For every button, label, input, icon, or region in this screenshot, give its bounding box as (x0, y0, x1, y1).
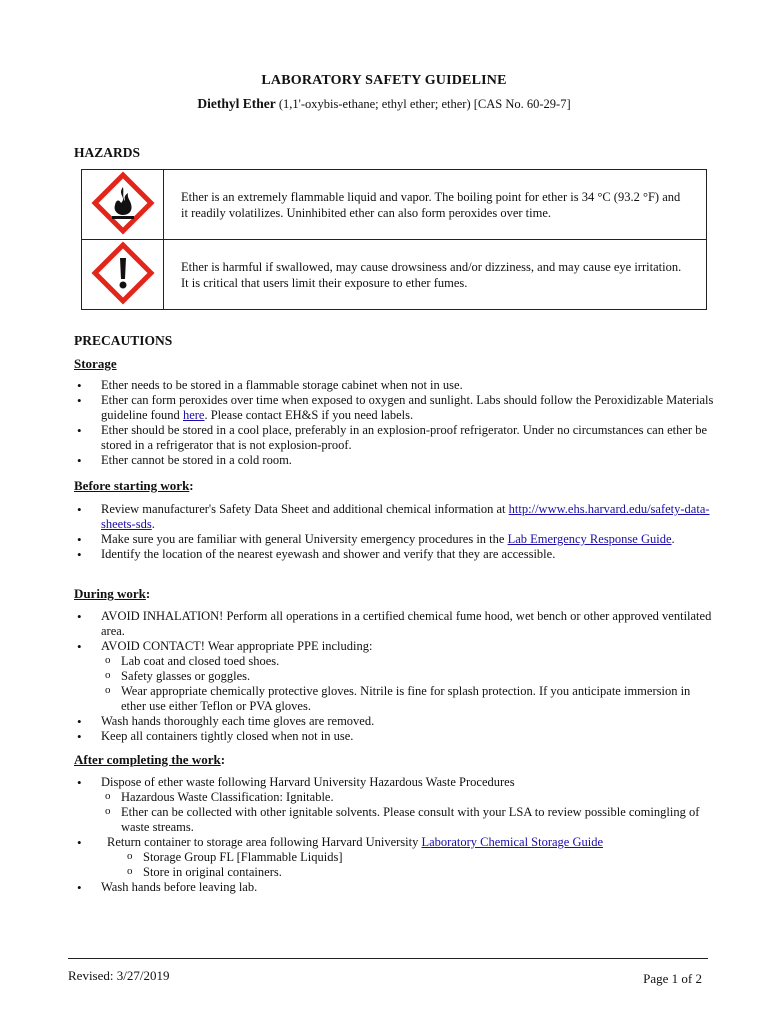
list-item: • AVOID INHALATION! Perform all operations in a certified chemical fume hood, wet bench or other approved ventilated area. (74, 609, 714, 639)
after-work-heading (74, 752, 225, 767)
list-item (74, 502, 714, 532)
list-item-text: Dispose of ether waste following Harvard University Hazardous Waste Procedures (101, 775, 515, 789)
after-work-heading-text: After completing the work (74, 752, 221, 767)
sublist-item: o Store in original containers. (123, 865, 714, 880)
storage-sublist (123, 850, 714, 880)
list-item (74, 393, 714, 423)
precautions-heading: PRECAUTIONS (74, 333, 173, 348)
storage-list (74, 378, 714, 468)
revised-date: Revised: 3/27/2019 (68, 968, 170, 983)
page-number: Page 1 of 2 (643, 971, 702, 986)
exclamation-pictogram-icon (91, 294, 155, 308)
list-item: • Ether should be stored in a cool place, preferably in an explosion-proof refrigerator. Under no circumstances can ether be stored in a refrigerator that is not explosion-proof. (74, 423, 714, 453)
hazard-text: Ether is harmful if swallowed, may cause drowsiness and/or dizziness, and may cause eye irritation. It is critical that users limit their exposure to ether fumes. (164, 240, 707, 310)
heading-colon: : (189, 478, 194, 493)
heading-colon: : (145, 586, 151, 601)
list-item (74, 639, 714, 714)
sublist-item: o Safety glasses or goggles. (101, 669, 714, 684)
ppe-sublist (101, 654, 714, 714)
flame-pictogram-icon (91, 224, 155, 238)
list-item-text: . (671, 532, 675, 546)
during-work-heading-text: During work (74, 586, 146, 601)
footer-divider (68, 958, 708, 959)
list-item-text: Make sure you are familiar with general University emergency procedures in the (101, 532, 508, 546)
chemical-storage-guide-link[interactable]: Laboratory Chemical Storage Guide (421, 835, 604, 849)
before-work-heading (74, 478, 194, 493)
before-work-list (74, 502, 714, 562)
list-item-text: . Please contact EH&S if you need labels. (204, 408, 414, 422)
during-work-heading (74, 586, 150, 601)
list-item: • Wash hands before leaving lab. (74, 880, 714, 895)
heading-colon: : (220, 752, 226, 767)
hazard-text: Ether is an extremely flammable liquid and vapor. The boiling point for ether is 34 °C (93.2 °F) and it readily volatilizes. Uninhibited ether can also form peroxides over time. (164, 170, 707, 240)
during-work-list (74, 609, 714, 744)
waste-sublist (101, 790, 714, 835)
list-item-text: . (151, 517, 155, 531)
hazards-heading: HAZARDS (74, 145, 141, 160)
list-item (74, 775, 714, 835)
list-item-text: Return container to storage area following Harvard University (107, 835, 422, 849)
emergency-response-guide-link[interactable]: Lab Emergency Response Guide (507, 532, 672, 546)
list-item-text: AVOID CONTACT! Wear appropriate PPE including: (101, 639, 373, 653)
sublist-item: o Storage Group FL [Flammable Liquids] (123, 850, 714, 865)
sublist-item: o Hazardous Waste Classification: Ignitable. (101, 790, 714, 805)
list-item: • Identify the location of the nearest eyewash and shower and verify that they are accessible. (74, 547, 714, 562)
list-item: • Keep all containers tightly closed when not in use. (74, 729, 714, 744)
list-item: • Wash hands thoroughly each time gloves are removed. (74, 714, 714, 729)
sublist-item: o Lab coat and closed toed shoes. (101, 654, 714, 669)
hazard-row (82, 170, 707, 240)
storage-heading: Storage (74, 356, 117, 371)
sublist-item: o Ether can be collected with other ignitable solvents. Please consult with your LSA to review possible comingling of waste streams. (101, 805, 714, 835)
after-work-list (74, 775, 714, 895)
document-subtitle (0, 96, 768, 112)
chemical-name: Diethyl Ether (197, 96, 276, 111)
document-title: LABORATORY SAFETY GUIDELINE (261, 73, 507, 88)
hazard-icon-cell (82, 170, 164, 240)
list-item: • Ether cannot be stored in a cold room. (74, 453, 714, 468)
before-work-heading-text: Before starting work (74, 478, 190, 493)
hazards-table (81, 169, 707, 310)
sds-link[interactable]: http://www.ehs.harvard.edu/safety-data-sheets-sds (101, 502, 710, 531)
list-item (74, 835, 714, 880)
sublist-item: o Wear appropriate chemically protective gloves. Nitrile is fine for splash protection. If you anticipate immersion in ether use either Teflon or PVA gloves. (101, 684, 714, 714)
list-item (74, 532, 714, 547)
peroxidizable-guideline-link[interactable]: here (182, 408, 205, 422)
list-item-text: Ether can form peroxides over time when exposed to oxygen and sunlight. Labs should follow the Peroxidizable Materials guideline found (101, 393, 714, 422)
list-item-text: Review manufacturer's Safety Data Sheet and additional chemical information at (101, 502, 509, 516)
chemical-details: (1,1'-oxybis-ethane; ethyl ether; ether) [CAS No. 60-29-7] (275, 97, 571, 111)
hazard-icon-cell (82, 240, 164, 310)
list-item: • Ether needs to be stored in a flammable storage cabinet when not in use. (74, 378, 714, 393)
hazard-row (82, 240, 707, 310)
